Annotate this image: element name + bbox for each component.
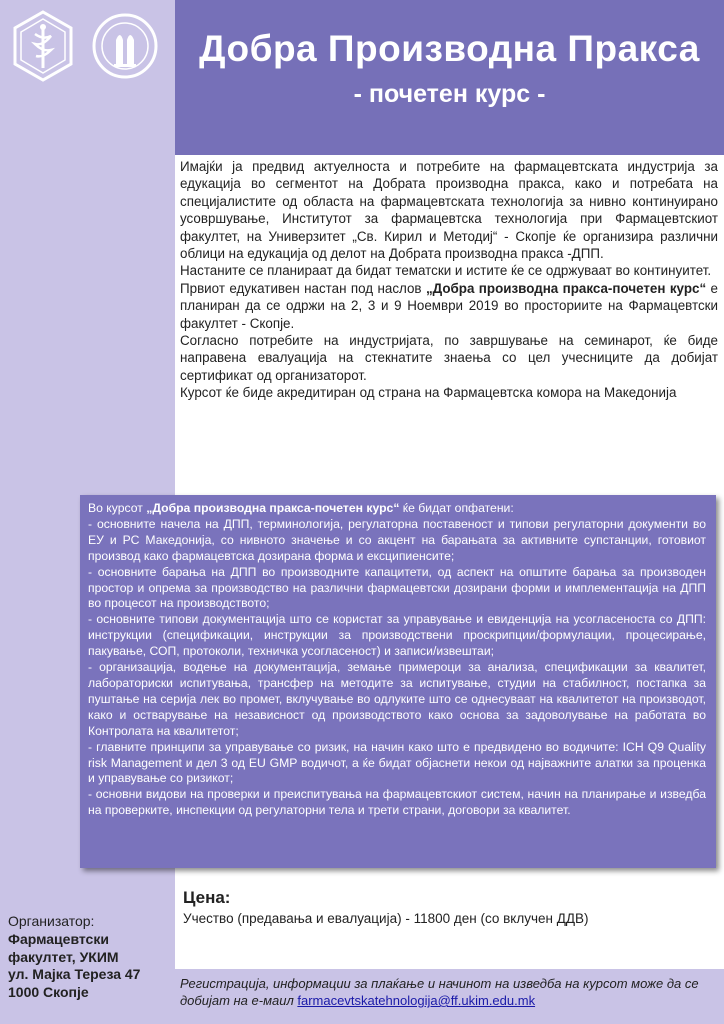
course-name-bold: „Добра производна пракса-почетен курс“ (146, 501, 400, 515)
intro-paragraph: Настаните се планираат да бидат тематски и истите ќе се одржуваат во континуитет. (180, 263, 712, 279)
intro-text-span: е планиран да се одржи на 2, 3 и 9 Ноември 2019 во просториите на Фармацевтски факултет - Скопје. (180, 280, 718, 331)
topic-item: - основните начела на ДПП, терминологија, регулаторна поставеност и типови регулаторни документи во ЕУ и РС Македонија, со нивното значење и со акцент на барањата за активните супстанции, готовиот производ како фармацевтска дозирана форма и ексципиенсите; (88, 516, 706, 563)
logos (8, 10, 168, 90)
organizer-label: Организатор: (8, 913, 95, 929)
course-name-bold: „Добра производна пракса-почетен курс“ (425, 280, 707, 296)
topics-lead-text: Во курсот (88, 501, 147, 515)
page-title: Добра Производна Пракса (199, 28, 700, 69)
price-title: Цена: (183, 888, 231, 907)
topics-lead-text: ќе бидат опфатени: (399, 501, 514, 515)
price-text: Учество (предавања и евалуација) - 11800 ден (со вклучен ДДВ) (183, 911, 589, 926)
page-subtitle: - почетен курс - (353, 80, 546, 108)
intro-text-span: Првиот едукативен настан под наслов (180, 280, 426, 296)
footer-text (180, 975, 718, 1009)
topics-lead (88, 501, 706, 517)
topic-item: - основните типови документација што се користат за управување и евиденција на усогласеноста со ДПП: инструкции (спецификации, инструкции за производствени проскрипции/формулации, процесирање, пакување, СОП, протоколи, техничка усогласеност) и записи/извештаи; (88, 612, 706, 659)
intro-paragraph: Согласно потребите на индустријата, по завршување на семинарот, ќе биде направена евалуација на стекнатите знаења со цел учесниците да добијат сертификат од организаторот. (180, 333, 718, 383)
intro-text (180, 158, 718, 402)
organizer-line: ул. Мајка Тереза 47 (8, 966, 141, 983)
intro-paragraph: Имајќи ја предвид актуелноста и потребите на фармацевтската индустрија за едукација во сегментот на Добрата производна пракса, како и потребата на специјалистите од областа на фармацевтската технологија за нивно континуирано усовршување, Институтот за фармацевтска технологија при Фармацевтскиот факултет, на Универзитет „Св. Кирил и Методиј“ - Скопје ќе организира различни облици на едукација од делот на Добрата производна пракса -ДПП. (180, 159, 718, 262)
university-seal-icon (90, 10, 160, 82)
organizer-line: Фармацевтски (8, 930, 109, 947)
email-link[interactable]: farmacevtskatehnologija@ff.ukim.edu.mk (297, 993, 536, 1008)
registration-info: Регистрација, информации за плаќање и начинот на изведба на курсот може да се добијат на е-маил (180, 976, 699, 1008)
topic-item: - главните принципи за управување со ризик, на начин како што е предвидено во водичите: ICH Q9 Quality risk Management и дел 3 од EU GMP водичот, а ќе бидат објаснети некои од најважните алатки за проценка и управување со ризикот; (88, 739, 706, 786)
topic-item: - основни видови на проверки и преиспитувања на фармацевтскиот систем, начин на планирање и изведба на проверките, инспекции од регулаторни тела и трети страни, договори за квалитет. (88, 787, 706, 818)
faculty-logo-icon (8, 10, 78, 82)
organizer-line: 1000 Скопје (8, 984, 89, 1001)
organizer-block (8, 913, 173, 1002)
header-banner (175, 0, 724, 155)
intro-paragraph (180, 280, 718, 332)
course-topics-box (80, 495, 716, 868)
topic-item: - основните барања на ДПП во производните капацитети, од аспект на општите барања за производен простор и опрема за производство на различни фармацевтски дозирани форми и имплементација на ДПП во процесот на производството; (88, 564, 706, 611)
topic-item: - организација, водење на документација, земање примероци за анализа, спецификации за квалитет, лабораториски испитувања, трансфер на методите за испитување, студии на стабилност, постапка за пуштање на серија лек во промет, вклучување во одлуките што се однесуваат на квалитетот на производот, како и остварување на независност од производството како основа за задоволување на работата во Контролата на квалитетот; (88, 660, 706, 738)
organizer-line: факултет, УКИМ (8, 948, 119, 965)
intro-paragraph: Курсот ќе биде акредитиран од страна на Фармацевтска комора на Македонија (180, 385, 677, 401)
